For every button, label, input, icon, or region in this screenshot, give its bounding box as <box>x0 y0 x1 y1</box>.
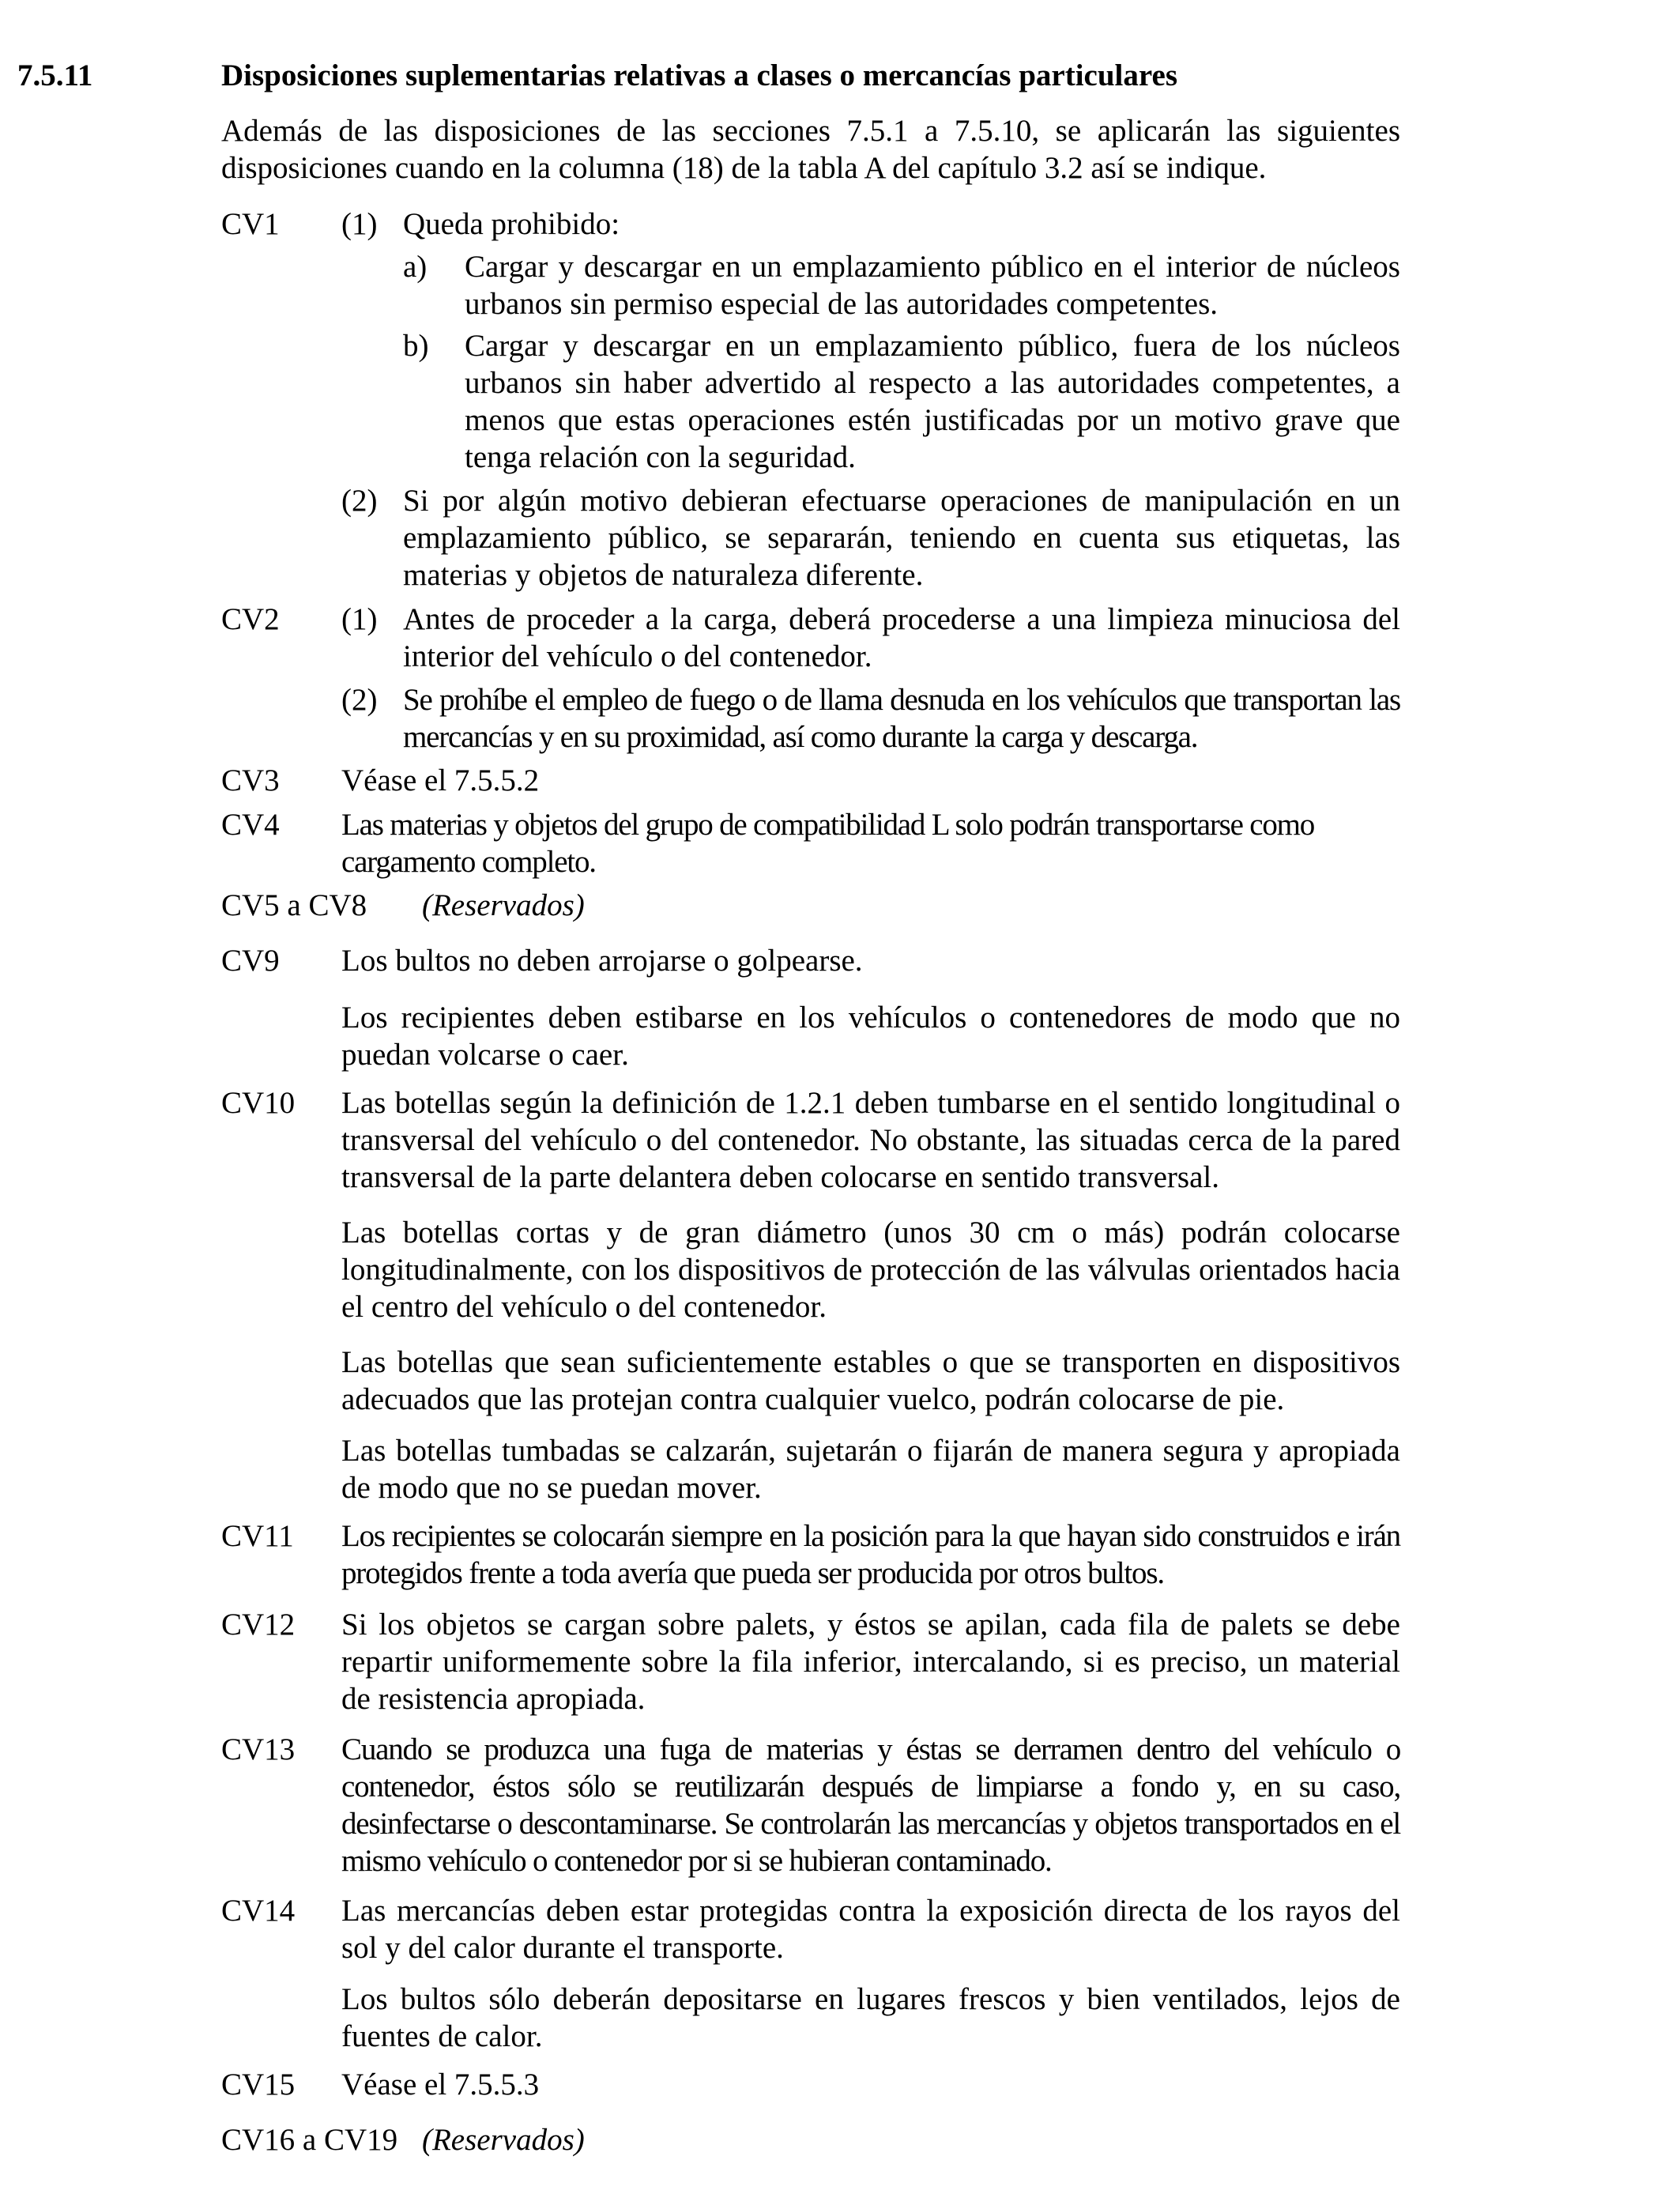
section-intro: Además de las disposiciones de las secciones 7.5.1 a 7.5.10, se aplicarán las siguientes disposiciones cuando en la columna (18) de la tabla A del capítulo 3.2 así se indique. <box>221 114 1400 185</box>
cv13-text: Cuando se produzca una fuga de materias y éstas se derramen dentro del vehículo o contenedor, éstos sólo se reutilizarán después de limpiarse a fondo y, en su caso, desinfectarse o descontaminarse. Se controlarán las mercancías y objetos transportados en el mismo vehículo o contenedor por si se hubieran contaminado. <box>341 1732 1400 1878</box>
cv9-code: CV9 <box>221 944 280 978</box>
cv11-code: CV11 <box>221 1519 294 1553</box>
cv14-text-1: Las mercancías deben estar protegidas contra la exposición directa de los rayos del sol y del calor durante el transporte. <box>341 1894 1400 1965</box>
cv14-text-2: Los bultos sólo deberán depositarse en lugares frescos y bien ventilados, lejos de fuentes de calor. <box>341 1982 1400 2053</box>
cv1-p2-number: (2) <box>341 484 378 518</box>
cv12-code: CV12 <box>221 1608 296 1642</box>
cv2-p2-text: Se prohíbe el empleo de fuego o de llama desnuda en los vehículos que transportan las mercancías y en su proximidad, así como durante la carga y descarga. <box>403 683 1400 754</box>
cv2-p1-text: Antes de proceder a la carga, deberá procederse a una limpieza minuciosa del interior del vehículo o del contenedor. <box>403 602 1400 673</box>
cv10-code: CV10 <box>221 1086 296 1120</box>
cv13-code: CV13 <box>221 1732 296 1766</box>
section-number: 7.5.11 <box>17 58 93 92</box>
cv3-text: Véase el 7.5.5.2 <box>341 763 540 797</box>
cv1-p1-number: (1) <box>341 207 378 241</box>
cv4-code: CV4 <box>221 808 280 842</box>
cv5-cv8-text: (Reservados) <box>422 888 585 922</box>
cv9-text-1: Los bultos no deben arrojarse o golpearse. <box>341 944 863 978</box>
cv15-text: Véase el 7.5.5.3 <box>341 2068 540 2102</box>
cv10-text-3: Las botellas que sean suficientemente estables o que se transporten en dispositivos adecuados que las protejan contra cualquier vuelco, podrán colocarse de pie. <box>341 1345 1400 1416</box>
cv2-code: CV2 <box>221 602 280 636</box>
cv15-code: CV15 <box>221 2068 296 2102</box>
cv10-text-1: Las botellas según la definición de 1.2.1 deben tumbarse en el sentido longitudinal o transversal del vehículo o del contenedor. No obstante, las situadas cerca de la pared transversal de la parte delantera deben colocarse en sentido transversal. <box>341 1086 1400 1194</box>
cv9-text-2: Los recipientes deben estibarse en los vehículos o contenedores de modo que no puedan volcarse o caer. <box>341 1001 1400 1072</box>
cv1-p1-text: Queda prohibido: <box>403 207 620 241</box>
section-title: Disposiciones suplementarias relativas a clases o mercancías particulares <box>221 58 1177 92</box>
cv1-b-text: Cargar y descargar en un emplazamiento público, fuera de los núcleos urbanos sin haber advertido al respecto a las autoridades competentes, a menos que estas operaciones estén justificadas por un motivo grave que tenga relación con la seguridad. <box>465 329 1400 474</box>
cv10-text-4: Las botellas tumbadas se calzarán, sujetarán o fijarán de manera segura y apropiada de modo que no se puedan mover. <box>341 1434 1400 1505</box>
cv1-a-text: Cargar y descargar en un emplazamiento público en el interior de núcleos urbanos sin permiso especial de las autoridades competentes. <box>465 250 1400 321</box>
cv16-cv19-text: (Reservados) <box>422 2123 585 2157</box>
cv12-text: Si los objetos se cargan sobre palets, y éstos se apilan, cada fila de palets se debe repartir uniformemente sobre la fila inferior, intercalando, si es preciso, un material de resistencia apropiada. <box>341 1608 1400 1716</box>
cv4-text: Las materias y objetos del grupo de compatibilidad L solo podrán transportarse como cargamento completo. <box>341 808 1315 879</box>
cv1-p2-text: Si por algún motivo debieran efectuarse operaciones de manipulación en un emplazamiento público, se separarán, teniendo en cuenta sus etiquetas, las materias y objetos de naturaleza diferente. <box>403 484 1400 592</box>
cv2-p1-number: (1) <box>341 602 378 636</box>
cv1-a-letter: a) <box>403 250 428 284</box>
cv2-p2-number: (2) <box>341 683 378 717</box>
cv3-code: CV3 <box>221 763 280 797</box>
cv1-b-letter: b) <box>403 329 429 363</box>
cv1-code: CV1 <box>221 207 280 241</box>
cv14-code: CV14 <box>221 1894 296 1928</box>
cv16-cv19-code: CV16 a CV19 <box>221 2123 398 2157</box>
cv10-text-2: Las botellas cortas y de gran diámetro (unos 30 cm o más) podrán colocarse longitudinalmente, con los dispositivos de protección de las válvulas orientados hacia el centro del vehículo o del contenedor. <box>341 1216 1400 1324</box>
cv11-text: Los recipientes se colocarán siempre en la posición para la que hayan sido construidos e irán protegidos frente a toda avería que pueda ser producida por otros bultos. <box>341 1519 1400 1590</box>
cv5-cv8-code: CV5 a CV8 <box>221 888 367 922</box>
